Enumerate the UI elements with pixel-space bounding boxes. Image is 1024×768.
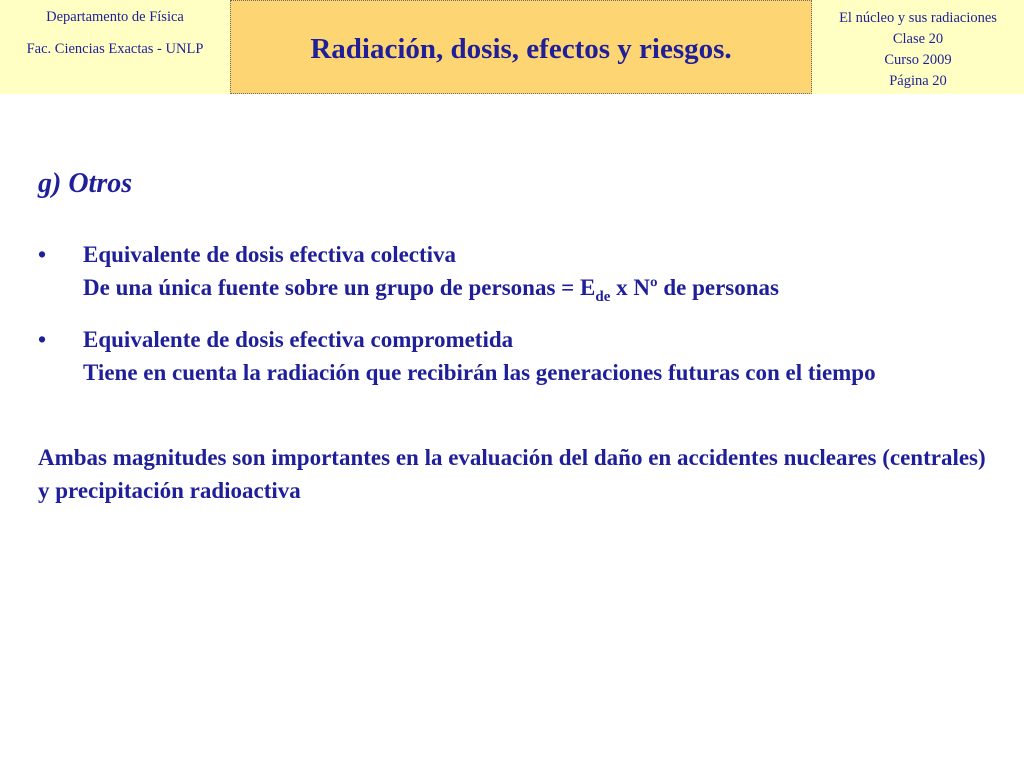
bullet-text-part: x Nº de personas [610, 275, 779, 300]
slide-title: Radiación, dosis, efectos y riesgos. [230, 0, 812, 94]
bullet-text-part: De una única fuente sobre un grupo de personas = E [83, 275, 596, 300]
conclusion-text: Ambas magnitudes son importantes en la evaluación del daño en accidentes nucleares (centrales) y precipitación radioactiva [38, 445, 986, 503]
header-left-panel [0, 0, 230, 94]
subscript: de [595, 289, 611, 305]
bullet-title: Equivalente de dosis efectiva comprometida [83, 327, 514, 352]
bullet-item [38, 238, 998, 304]
bullet-text [83, 271, 998, 304]
department-label: Departamento de Física [46, 9, 184, 25]
bullet-title: Equivalente de dosis efectiva colectiva [83, 242, 457, 267]
page-number: Página 20 [889, 73, 947, 89]
section-heading: g) Otros [38, 168, 133, 199]
course-name: El núcleo y sus radiaciones [839, 10, 997, 26]
bullet-item [38, 323, 998, 389]
bullet-marker: • [38, 327, 47, 352]
course-year: Curso 2009 [884, 52, 952, 68]
slide-content [38, 168, 998, 507]
bullet-marker: • [38, 242, 47, 267]
bullet-text: Tiene en cuenta la radiación que recibirán las generaciones futuras con el tiempo [83, 360, 876, 385]
header-right-panel [812, 0, 1024, 94]
faculty-label: Fac. Ciencias Exactas - UNLP [26, 41, 204, 57]
class-number: Clase 20 [892, 31, 944, 47]
